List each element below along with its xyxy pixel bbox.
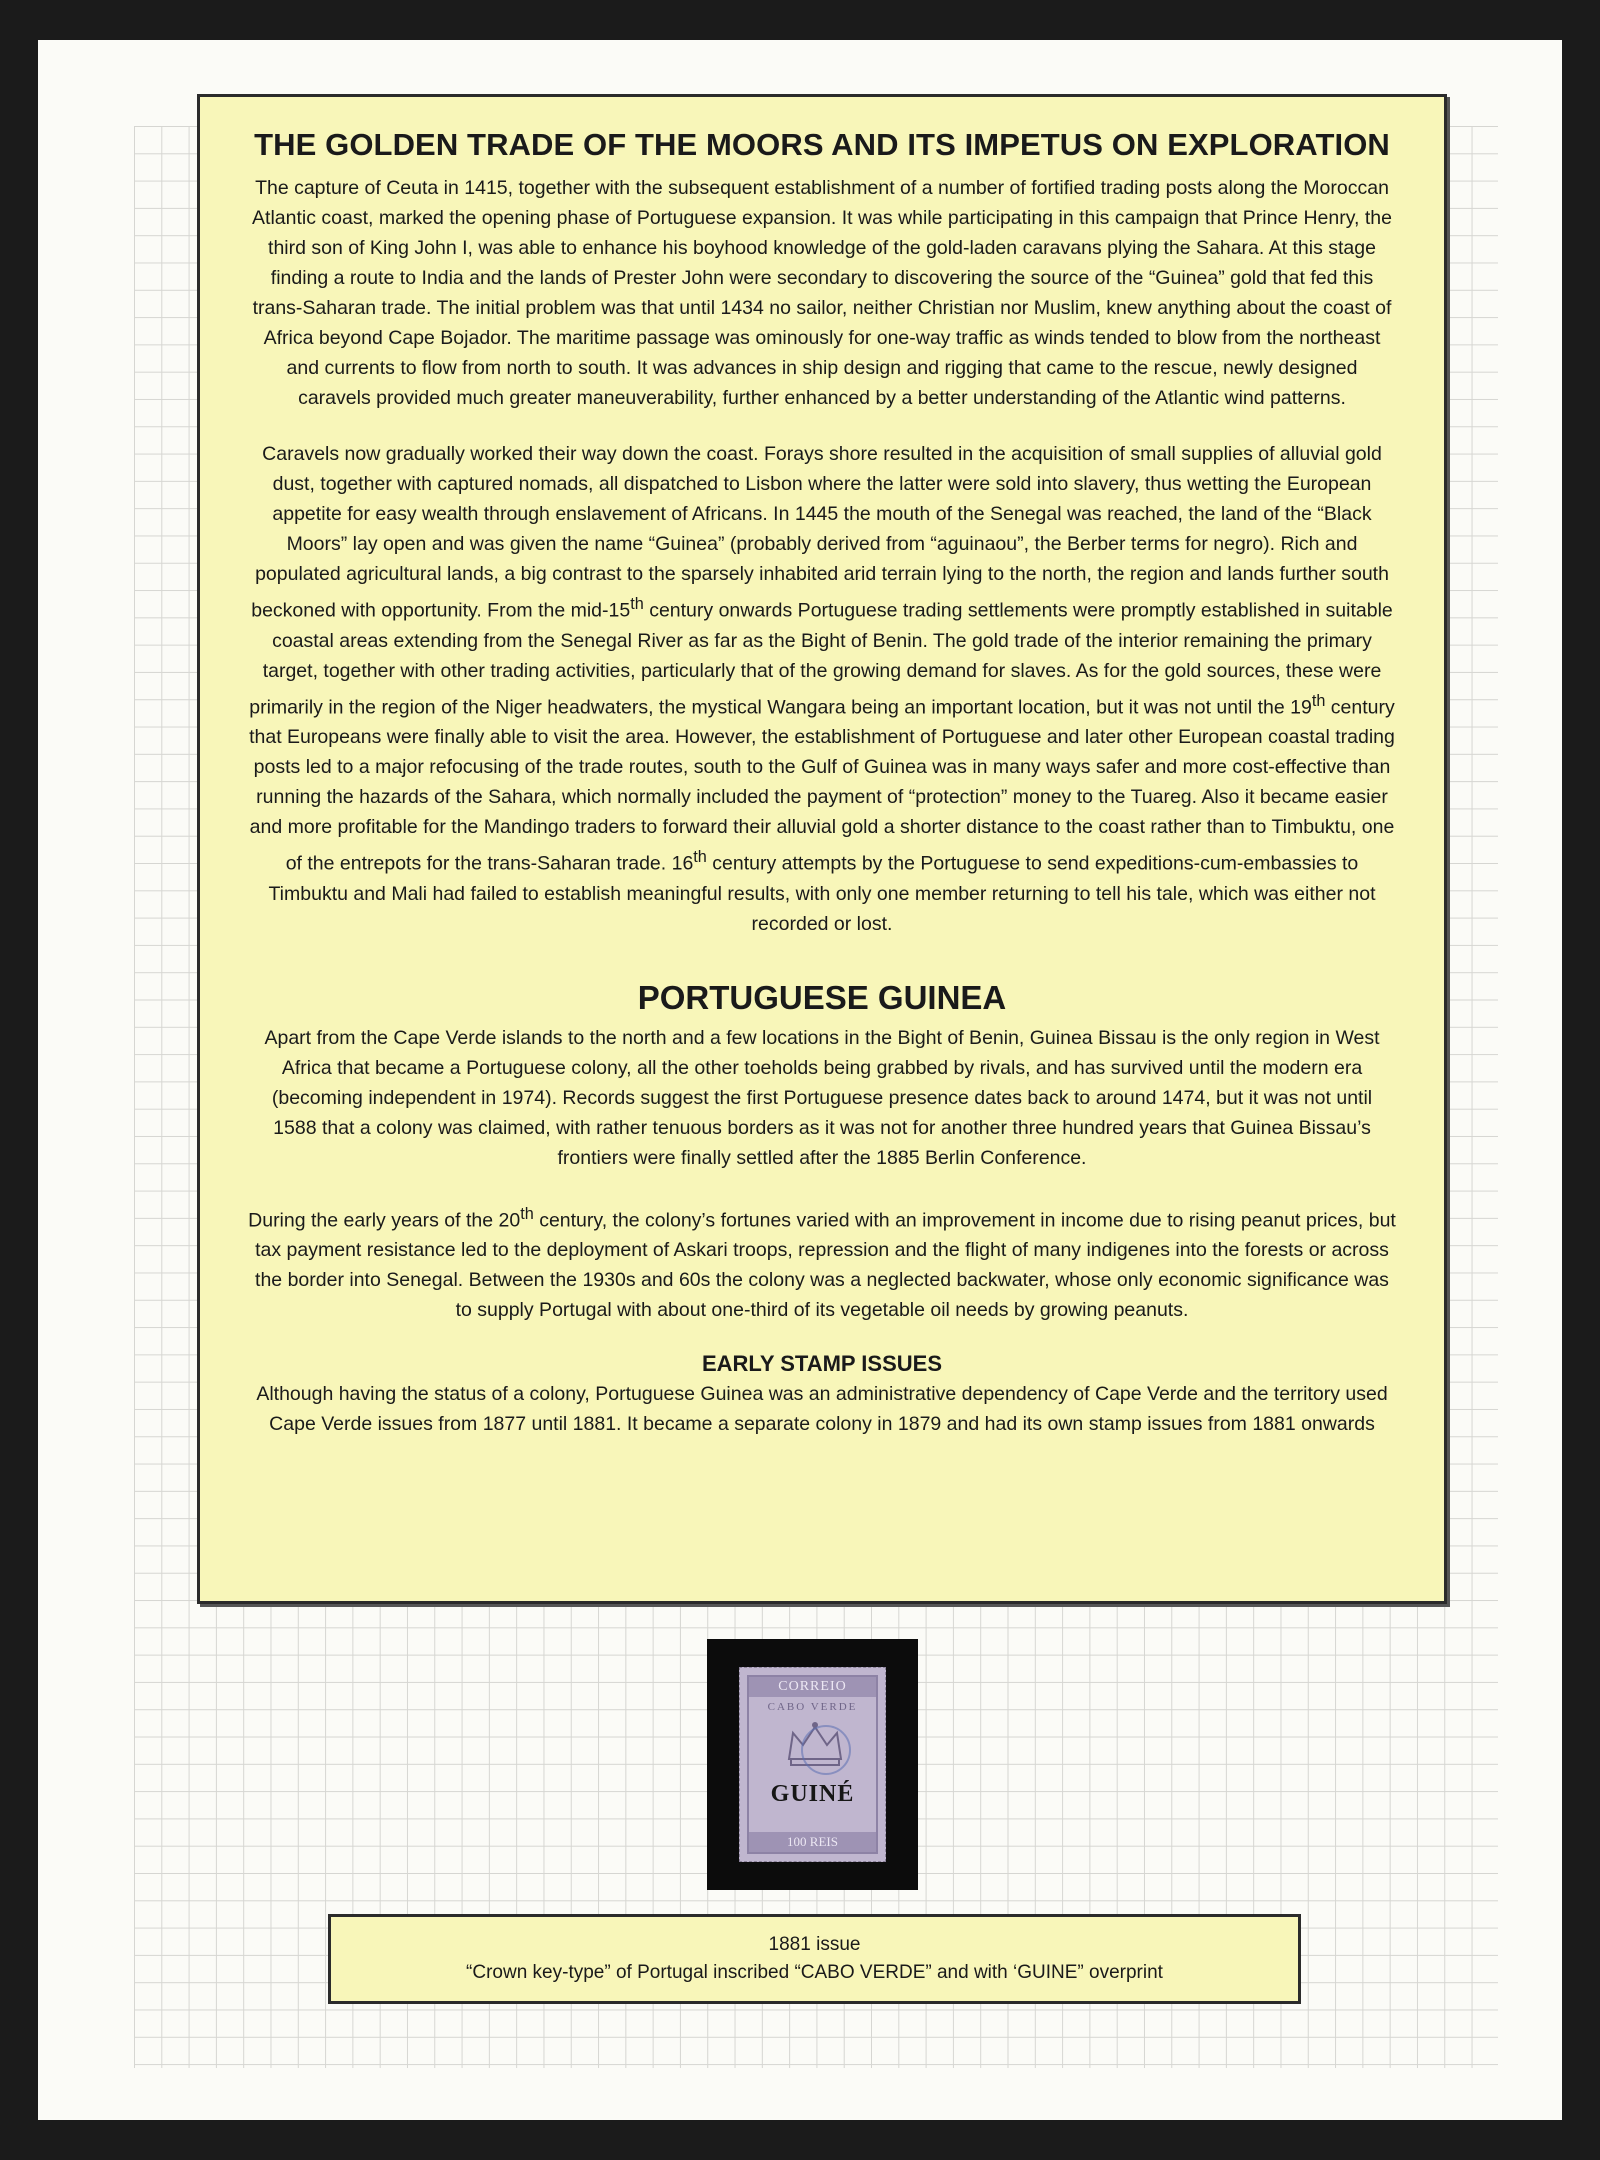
paragraph-caravels-part-a: Caravels now gradually worked their way down the coast. Forays shore resulted in the acquisition of small supplies of alluvial gold dust, together with captured nomads, all dispatched to Lisbon where the latter were sold into slavery, thus wetting the European appetite for easy wealth through enslavement of Africans. In 1445 the mouth of the Senegal was reached, the land of the “Black Moors” lay open and was given the name “Guinea” (probably derived from “aguinaou”, the Berber terms for negro). Rich and populated agricultural lands, a big contrast to the sparsely inhabited arid terrain lying to the north, the region and lands further south beckoned with opportunity. From the mid-15 [251,443,1389,622]
paragraph-caravels-part-b: century onwards Portuguese trading settlements were promptly established in suitable coastal areas extending from the Senegal River as far as the Bight of Benin. The gold trade of the interior remaining the primary target, together with other trading activities, particularly that of the growing demand for slaves. As for the gold sources, these were primarily in the region of the Niger headwaters, the mystical Wangara being an important location, but it was not until the 19 [249,599,1393,718]
paragraph-20th-part-a: During the early years of the 20 [248,1209,521,1231]
superscript-th: th [693,848,707,866]
paragraph-caravels-part-d: century attempts by the Portuguese to send expeditions-cum-embassies to Timbuktu and Mali had failed to establish meaningful results, with only one member returning to tell his tale, which was either not recorded or lost. [268,852,1376,935]
stamp-caption [328,1914,1301,2004]
postmark-cancel [801,1725,851,1775]
paragraph-guinea-bissau: Apart from the Cape Verde islands to the north and a few locations in the Bight of Benin, Guinea Bissau is the only region in West Africa that became a Portuguese colony, all the other toeholds being grabbed by rivals, and has survived until the modern era (becoming independent in 1974). Records suggest the first Portuguese presence dates back to around 1474, but it was not until 1588 that a colony was claimed, with rather tenuous borders as it was not for another three hundred years that Guinea Bissau’s frontiers were finally settled after the 1885 Berlin Conference. [264,1026,1380,1169]
superscript-th: th [1311,691,1326,710]
stamp [739,1667,886,1862]
paragraph-20th-century [248,1199,1396,1326]
stamp-inner-frame [747,1675,878,1854]
stamp-top-label: CORREIO [749,1677,876,1697]
superscript-th: th [520,1204,534,1223]
stamp-overprint: GUINÉ [770,1781,855,1807]
stamp-mount [707,1639,918,1890]
paragraph-ceuta: The capture of Ceuta in 1415, together with the subsequent establishment of a number of fortified trading posts along the Moroccan Atlantic coast, marked the opening phase of Portuguese expansion. It was while participating in this campaign that Prince Henry, the third son of King John I, was able to enhance his boyhood knowledge of the gold-laden caravans plying the Sahara. At this stage finding a route to India and the lands of Prester John were secondary to discovering the source of the “Guinea” gold that fed this trans-Saharan trade. The initial problem was that until 1434 no sailor, neither Christian nor Muslim, knew anything about the coast of Africa beyond Cape Bojador. The maritime passage was ominously for one-way traffic as winds tended to blow from the northeast and currents to flow from north to south. It was advances in ship design and rigging that came to the rescue, newly designed caravels provided much greater maneuverability, further enhanced by a better understanding of the Atlantic wind patterns. [252,177,1392,409]
paragraph-20th-part-b: century, the colony’s fortunes varied with an improvement in income due to rising peanut prices, but tax payment resistance led to the deployment of Askari troops, repression and the flight of many indigenes into the forests or across the border into Senegal. Between the 1930s and 60s the colony was a neglected backwater, whose only economic significance was to supply Portugal with about one-third of its vegetable oil needs by growing peanuts. [255,1209,1396,1321]
section-title-early-stamp-issues: EARLY STAMP ISSUES [701,1351,943,1376]
stamp-value-label: 100 REIS [749,1832,876,1852]
caption-issue-year: 1881 issue [768,1934,861,1955]
paragraph-caravels-part-c: century that Europeans were finally able to visit the area. However, the establishment of Portuguese and later other European coastal trading posts led to a major refocusing of the trade routes, south to the Gulf of Guinea was in many ways safer and more cost-effective than running the hazards of the Sahara, which normally included the payment of “protection” money to the Tuareg. Also it became easier and more profitable for the Mandingo traders to forward their alluvial gold a shorter distance to the coast rather than to Timbuktu, one of the entrepots for the trans-Saharan trade. 16 [249,696,1395,875]
text-panel [197,94,1447,1604]
superscript-th: th [630,595,644,613]
paragraph-caravels [248,439,1396,939]
caption-description: “Crown key-type” of Portugal inscribed “CABO VERDE” and with ‘GUINE” overprint [466,1962,1163,1983]
album-page [38,40,1562,2120]
stamp-arc-label: CABO VERDE [767,1701,858,1713]
section-title-golden-trade: THE GOLDEN TRADE OF THE MOORS AND ITS IMPETUS ON EXPLORATION [254,127,1390,162]
section-title-portuguese-guinea: PORTUGUESE GUINEA [637,978,1007,1016]
paragraph-early-stamps: Although having the status of a colony, Portuguese Guinea was an administrative dependency of Cape Verde and the territory used Cape Verde issues from 1877 until 1881. It became a separate colony in 1879 and had its own stamp issues from 1881 onwards [256,1383,1388,1435]
